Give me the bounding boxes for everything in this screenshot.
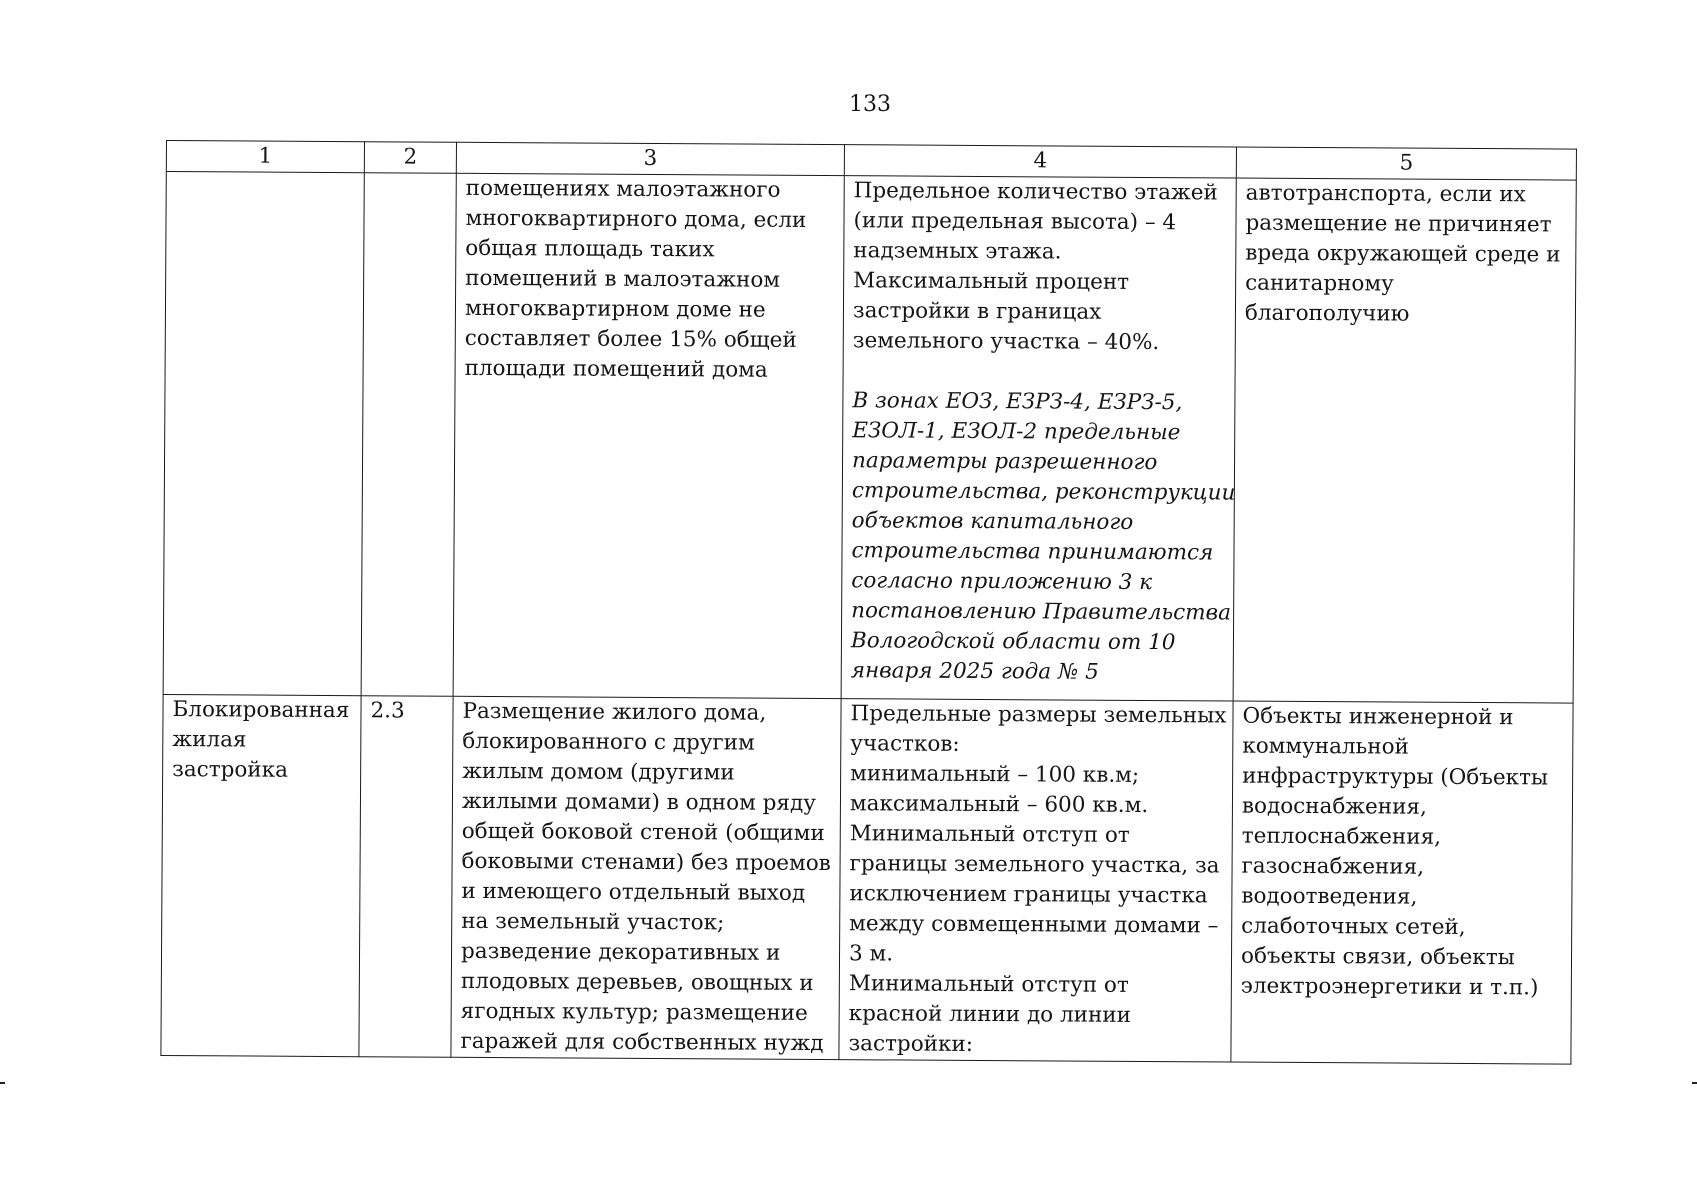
row1-col3-line: помещениях малоэтажного — [465, 175, 781, 203]
row1-col4-line: Предельное количество этажей — [853, 178, 1218, 206]
row2-col3-line: плодовых деревьев, овощных и — [460, 968, 814, 996]
row1-col4-line: земельного участка – 40%. — [852, 328, 1160, 356]
row2-col4-line: между совмещенными домами – — [849, 911, 1219, 939]
paragraph-gap — [853, 356, 1226, 388]
row1-col3-line: многоквартирном доме не — [464, 295, 766, 323]
row2-col4-line: максимальный – 600 кв.м. — [849, 791, 1149, 819]
row2-col3-line: Размещение жилого дома, — [462, 698, 767, 726]
row2-col3-cell — [451, 696, 841, 1059]
row2-col3-line: на земельный участок; — [461, 908, 725, 936]
row2-col1-line: жилая — [172, 727, 247, 753]
row2-col5-cell — [1231, 701, 1573, 1064]
row2-col5-line: объекты связи, объекты — [1240, 943, 1515, 971]
row2-col4-line: 3 м. — [848, 941, 894, 967]
row1-col5-line: автотранспорта, если их — [1245, 180, 1526, 208]
row1-col3-line: многоквартирного дома, если — [465, 205, 807, 233]
row2-col4-line: красной линии до линии — [848, 1001, 1132, 1028]
row1-col2-cell — [361, 173, 456, 697]
row2-col5-line: инфраструктуры (Объекты — [1242, 763, 1549, 791]
row1-col5-cell — [1233, 178, 1576, 703]
row2-col4-line: участков: — [850, 731, 960, 757]
row2-col5-line: коммунальной — [1242, 733, 1409, 760]
page-number: 133 — [849, 92, 891, 117]
row2-col3-line: ягодных культур; размещение — [460, 998, 808, 1026]
row1-col3-line: составляет более 15% общей — [464, 325, 797, 353]
row1-col4-line: застройки в границах — [852, 298, 1102, 325]
row1-col3-line: площади помещений дома — [464, 355, 768, 383]
row2-col3-line: разведение декоративных и — [460, 938, 781, 966]
row2-col3-line: боковыми стенами) без проемов — [461, 848, 831, 877]
row1-col5-line: вреда окружающей среде и — [1245, 240, 1561, 268]
row1-col4-italic-line: согласно приложению 3 к — [851, 568, 1153, 596]
row2-col1-cell — [161, 694, 361, 1056]
header-col-2: 2 — [364, 142, 456, 174]
row1-col4-italic-line: Вологодской области от 10 — [850, 628, 1176, 656]
row2-col4-line: минимальный – 100 кв.м; — [850, 761, 1140, 788]
row2-col5-line: водоотведения, — [1241, 883, 1418, 910]
row1-col1-cell — [163, 172, 364, 696]
row1-col3-cell — [453, 173, 844, 698]
row2-col3-line: и имеющего отдельный выход — [461, 878, 806, 906]
row1-col4-line: (или предельная высота) – 4 — [853, 208, 1177, 236]
row2-col1-line: Блокированная — [172, 697, 350, 724]
row2-col3-line: жилым домом (другими — [462, 758, 735, 786]
row2-col4-line: границы земельного участка, за — [849, 851, 1220, 879]
table-row — [163, 172, 1576, 704]
row1-col4-italic-line: ЕЗОЛ-1, ЕЗОЛ-2 предельные — [852, 418, 1181, 446]
row1-col4-line: Максимальный процент — [853, 268, 1130, 295]
row2-col3-line: блокированного с другим — [462, 728, 755, 756]
row1-col4-italic-line: января 2025 года № 5 — [850, 658, 1099, 685]
row1-col4-line: надземных этажа. — [853, 238, 1062, 265]
row2-col4-line: Минимальный отступ от — [849, 821, 1130, 848]
row1-col4-italic-line: постановлению Правительства — [851, 598, 1232, 626]
row2-col3-line: гаражей для собственных нужд — [460, 1028, 824, 1057]
row2-col5-line: Объекты инженерной и — [1242, 703, 1514, 731]
row2-col3-line: жилыми домами) в одном ряду — [461, 788, 816, 816]
row1-col5-line: санитарному — [1245, 270, 1394, 297]
row2-col2-cell: 2.3 — [359, 696, 453, 1058]
header-col-3: 3 — [456, 142, 844, 175]
row1-col4-italic-line: объектов капитального — [851, 508, 1134, 535]
row1-col5-line: размещение не причиняет — [1245, 210, 1552, 238]
row2-col5-line: слаботочных сетей, — [1241, 913, 1466, 940]
row2-col4-line: Минимальный отступ от — [848, 971, 1129, 998]
header-col-1: 1 — [166, 141, 364, 173]
row1-col5-line: благополучию — [1244, 300, 1410, 327]
row2-col5-line: электроэнергетики и т.п.) — [1240, 973, 1539, 1001]
row2-col4-cell — [839, 699, 1233, 1062]
table-row — [161, 694, 1573, 1064]
row1-col4-italic-line: строительства принимаются — [851, 538, 1214, 566]
scan-margin-mark-left — [0, 1082, 5, 1084]
scan-margin-mark-right — [1692, 1082, 1697, 1084]
row1-col4-italic-line: параметры разрешенного — [851, 448, 1158, 476]
row2-col5-line: газоснабжения, — [1241, 853, 1425, 880]
row1-col4-italic-line: В зонах ЕОЗ, ЕЗРЗ-4, ЕЗРЗ-5, — [852, 388, 1183, 416]
row1-col4-cell — [841, 176, 1236, 701]
row2-col5-line: водоснабжения, — [1241, 793, 1427, 820]
row2-col4-line: Предельные размеры земельных — [850, 701, 1227, 729]
row1-col3-line: общая площадь таких — [465, 235, 715, 263]
row2-col3-line: общей боковой стеной (общими — [461, 818, 825, 847]
row2-col5-line: теплоснабжения, — [1241, 823, 1442, 850]
row2-col4-line: застройки: — [848, 1031, 974, 1057]
regulations-table — [160, 140, 1577, 1065]
row2-col4-line: исключением границы участка — [849, 881, 1208, 909]
header-col-5: 5 — [1236, 147, 1576, 180]
row2-col1-line: застройка — [172, 757, 289, 783]
header-col-4: 4 — [844, 145, 1236, 178]
row1-col3-line: помещений в малоэтажном — [465, 265, 781, 293]
row1-col4-italic-line: строительства, реконструкции — [851, 478, 1236, 506]
